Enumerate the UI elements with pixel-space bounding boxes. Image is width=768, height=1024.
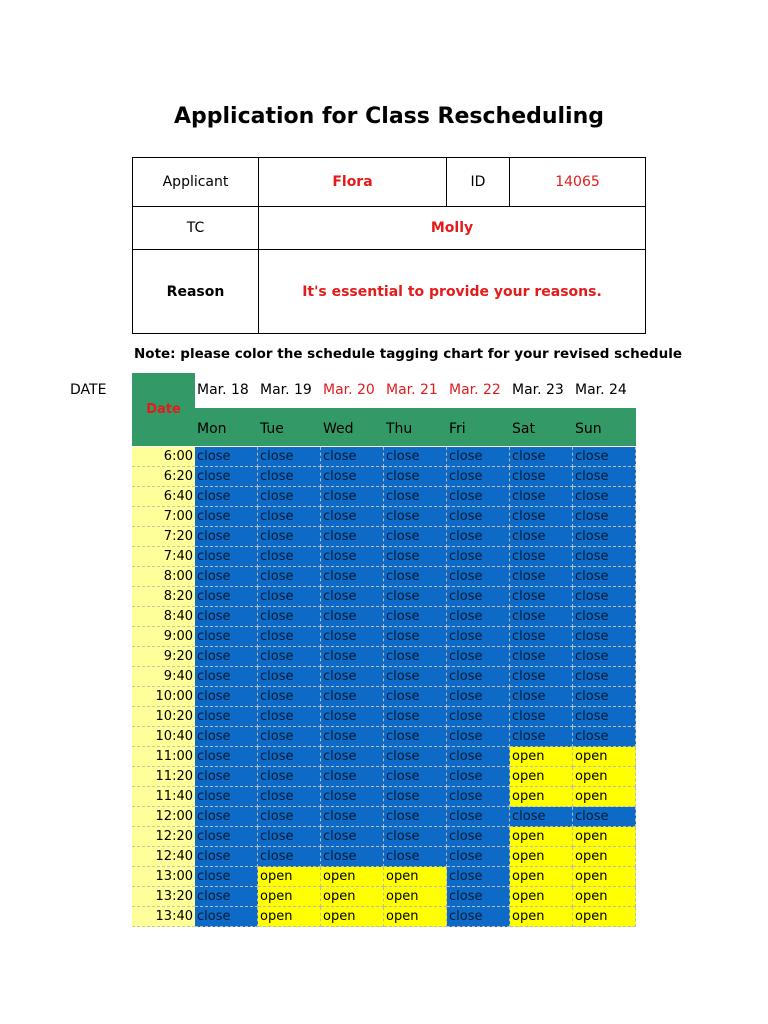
schedule-slot[interactable]: close bbox=[195, 567, 258, 587]
schedule-slot[interactable]: close bbox=[573, 807, 636, 827]
schedule-slot[interactable]: close bbox=[258, 627, 321, 647]
schedule-slot[interactable]: close bbox=[573, 647, 636, 667]
schedule-slot[interactable]: close bbox=[447, 687, 510, 707]
schedule-slot[interactable]: close bbox=[258, 767, 321, 787]
time-label: 11:00 bbox=[132, 747, 195, 767]
column-date: Mar. 23 bbox=[512, 382, 564, 398]
schedule-slot[interactable]: close bbox=[447, 547, 510, 567]
schedule-slot[interactable]: close bbox=[195, 627, 258, 647]
schedule-slot[interactable]: close bbox=[573, 507, 636, 527]
column-day: Fri bbox=[447, 408, 510, 446]
schedule-slot[interactable]: open bbox=[573, 767, 636, 787]
time-label: 9:20 bbox=[132, 647, 195, 667]
schedule-slot[interactable]: close bbox=[447, 767, 510, 787]
schedule-slot[interactable]: close bbox=[447, 667, 510, 687]
schedule-slot[interactable]: close bbox=[384, 727, 447, 747]
schedule-slot[interactable]: close bbox=[258, 647, 321, 667]
schedule-slot[interactable]: close bbox=[510, 647, 573, 667]
time-label: 10:20 bbox=[132, 707, 195, 727]
schedule-slot[interactable]: close bbox=[258, 707, 321, 727]
schedule-slot[interactable]: close bbox=[195, 707, 258, 727]
time-label: 8:00 bbox=[132, 567, 195, 587]
schedule-slot[interactable]: close bbox=[321, 607, 384, 627]
schedule-slot[interactable]: close bbox=[195, 527, 258, 547]
schedule-slot[interactable]: close bbox=[510, 487, 573, 507]
schedule-slot[interactable]: close bbox=[258, 567, 321, 587]
schedule-slot[interactable]: close bbox=[510, 507, 573, 527]
schedule-slot[interactable]: close bbox=[195, 867, 258, 887]
schedule-slot[interactable]: close bbox=[510, 727, 573, 747]
schedule-slot[interactable]: close bbox=[384, 667, 447, 687]
schedule-slot[interactable]: close bbox=[258, 727, 321, 747]
schedule-slot[interactable]: close bbox=[573, 567, 636, 587]
schedule-slot[interactable]: close bbox=[447, 787, 510, 807]
schedule-slot[interactable]: close bbox=[321, 547, 384, 567]
schedule-slot[interactable]: close bbox=[447, 627, 510, 647]
time-label: 6:40 bbox=[132, 487, 195, 507]
schedule-slot[interactable]: open bbox=[321, 867, 384, 887]
schedule-slot[interactable]: close bbox=[573, 487, 636, 507]
schedule-slot[interactable]: open bbox=[384, 907, 447, 927]
schedule-slot[interactable]: close bbox=[447, 747, 510, 767]
schedule-slot[interactable]: close bbox=[384, 787, 447, 807]
schedule-slot[interactable]: close bbox=[384, 487, 447, 507]
schedule-slot[interactable]: close bbox=[195, 667, 258, 687]
schedule-slot[interactable]: open bbox=[573, 867, 636, 887]
schedule-slot[interactable]: close bbox=[384, 747, 447, 767]
time-label: 13:40 bbox=[132, 907, 195, 927]
schedule-slot[interactable]: close bbox=[195, 907, 258, 927]
schedule-slot[interactable]: close bbox=[321, 827, 384, 847]
date-header-cell: Date bbox=[132, 373, 195, 446]
time-label: 11:20 bbox=[132, 767, 195, 787]
schedule-slot[interactable]: close bbox=[447, 907, 510, 927]
time-label: 11:40 bbox=[132, 787, 195, 807]
applicant-label: Applicant bbox=[133, 158, 259, 207]
instruction-note: Note: please color the schedule tagging chart for your revised schedule bbox=[134, 346, 682, 362]
schedule-slot[interactable]: open bbox=[510, 767, 573, 787]
schedule-slot[interactable]: close bbox=[384, 587, 447, 607]
schedule-slot[interactable]: close bbox=[447, 487, 510, 507]
schedule-slot[interactable]: close bbox=[195, 827, 258, 847]
schedule-slot[interactable]: close bbox=[384, 767, 447, 787]
schedule-slot[interactable]: open bbox=[321, 907, 384, 927]
schedule-slot[interactable]: close bbox=[510, 627, 573, 647]
page-title: Application for Class Rescheduling bbox=[173, 104, 605, 129]
column-day: Thu bbox=[384, 408, 447, 446]
schedule-slot[interactable]: close bbox=[384, 507, 447, 527]
schedule-slot[interactable]: close bbox=[447, 827, 510, 847]
schedule-slot[interactable]: close bbox=[573, 607, 636, 627]
schedule-slot[interactable]: close bbox=[384, 447, 447, 467]
column-date: Mar. 24 bbox=[575, 382, 627, 398]
schedule-slot[interactable]: close bbox=[384, 607, 447, 627]
schedule-slot[interactable]: open bbox=[510, 747, 573, 767]
column-date: Mar. 18 bbox=[197, 382, 249, 398]
schedule-slot[interactable]: close bbox=[384, 527, 447, 547]
time-label: 12:40 bbox=[132, 847, 195, 867]
column-date: Mar. 22 bbox=[449, 382, 501, 398]
schedule-slot[interactable]: close bbox=[195, 447, 258, 467]
tc-label: TC bbox=[133, 207, 259, 250]
schedule-slot[interactable]: close bbox=[447, 447, 510, 467]
schedule-slot[interactable]: close bbox=[195, 607, 258, 627]
schedule-slot[interactable]: close bbox=[258, 827, 321, 847]
applicant-form bbox=[132, 157, 646, 334]
column-date: Mar. 19 bbox=[260, 382, 312, 398]
schedule-slot[interactable]: close bbox=[195, 807, 258, 827]
schedule-slot[interactable]: close bbox=[258, 607, 321, 627]
schedule-slot[interactable]: close bbox=[573, 727, 636, 747]
schedule-slot[interactable]: close bbox=[447, 727, 510, 747]
applicant-value[interactable]: Flora bbox=[259, 158, 447, 207]
schedule-slot[interactable]: open bbox=[384, 867, 447, 887]
schedule-slot[interactable]: close bbox=[321, 627, 384, 647]
schedule-slot[interactable]: close bbox=[447, 807, 510, 827]
schedule-slot[interactable]: close bbox=[510, 687, 573, 707]
schedule-slot[interactable]: close bbox=[447, 867, 510, 887]
schedule-slot[interactable]: close bbox=[195, 767, 258, 787]
schedule-slot[interactable]: close bbox=[258, 547, 321, 567]
schedule-slot[interactable]: open bbox=[573, 747, 636, 767]
time-label: 10:00 bbox=[132, 687, 195, 707]
schedule-slot[interactable]: close bbox=[447, 527, 510, 547]
schedule-slot[interactable]: close bbox=[195, 507, 258, 527]
time-label: 9:40 bbox=[132, 667, 195, 687]
schedule-slot[interactable]: close bbox=[573, 467, 636, 487]
time-label: 6:00 bbox=[132, 447, 195, 467]
schedule-slot[interactable]: close bbox=[321, 787, 384, 807]
time-label: 12:00 bbox=[132, 807, 195, 827]
schedule-slot[interactable]: close bbox=[573, 627, 636, 647]
schedule-slot[interactable]: close bbox=[573, 587, 636, 607]
schedule-slot[interactable]: close bbox=[258, 847, 321, 867]
schedule-slot[interactable]: close bbox=[573, 707, 636, 727]
reason-value[interactable]: It's essential to provide your reasons. bbox=[259, 250, 646, 334]
schedule-slot[interactable]: close bbox=[321, 447, 384, 467]
schedule-slot[interactable]: close bbox=[321, 527, 384, 547]
schedule-slot[interactable]: close bbox=[447, 887, 510, 907]
schedule-slot[interactable]: close bbox=[195, 467, 258, 487]
schedule-slot[interactable]: close bbox=[573, 667, 636, 687]
schedule-slot[interactable]: close bbox=[321, 567, 384, 587]
schedule-slot[interactable]: close bbox=[510, 607, 573, 627]
schedule-slot[interactable]: close bbox=[510, 667, 573, 687]
schedule-slot[interactable]: close bbox=[195, 547, 258, 567]
schedule-slot[interactable]: close bbox=[510, 447, 573, 467]
schedule-slot[interactable]: open bbox=[510, 787, 573, 807]
schedule-slot[interactable]: close bbox=[195, 727, 258, 747]
schedule-slot[interactable]: close bbox=[321, 847, 384, 867]
column-day: Sat bbox=[510, 408, 573, 446]
schedule-slot[interactable]: close bbox=[384, 547, 447, 567]
schedule-slot[interactable]: close bbox=[195, 587, 258, 607]
schedule-slot[interactable]: close bbox=[510, 527, 573, 547]
column-date: Mar. 20 bbox=[323, 382, 375, 398]
schedule-slot[interactable]: close bbox=[573, 547, 636, 567]
time-label: 13:20 bbox=[132, 887, 195, 907]
schedule-slot[interactable]: close bbox=[384, 827, 447, 847]
schedule-slot[interactable]: close bbox=[321, 667, 384, 687]
id-label: ID bbox=[447, 158, 510, 207]
reason-label: Reason bbox=[133, 250, 259, 334]
schedule-slot[interactable]: close bbox=[258, 807, 321, 827]
schedule-slot[interactable]: close bbox=[258, 687, 321, 707]
schedule-slot[interactable]: close bbox=[321, 587, 384, 607]
time-label: 6:20 bbox=[132, 467, 195, 487]
schedule-slot[interactable]: close bbox=[258, 467, 321, 487]
schedule-slot[interactable]: close bbox=[258, 787, 321, 807]
schedule-slot[interactable]: close bbox=[195, 687, 258, 707]
schedule-slot[interactable]: close bbox=[195, 647, 258, 667]
schedule-slot[interactable]: close bbox=[321, 687, 384, 707]
schedule-slot[interactable]: close bbox=[447, 567, 510, 587]
schedule-slot[interactable]: close bbox=[447, 507, 510, 527]
schedule-slot[interactable]: close bbox=[258, 447, 321, 467]
schedule-slot[interactable]: open bbox=[573, 887, 636, 907]
schedule-slot[interactable]: close bbox=[321, 747, 384, 767]
time-label: 7:20 bbox=[132, 527, 195, 547]
schedule-slot[interactable]: close bbox=[510, 547, 573, 567]
schedule-slot[interactable]: close bbox=[321, 727, 384, 747]
schedule-slot[interactable]: open bbox=[258, 887, 321, 907]
time-label: 10:40 bbox=[132, 727, 195, 747]
schedule-slot[interactable]: open bbox=[573, 907, 636, 927]
date-side-label: DATE bbox=[70, 382, 107, 398]
schedule-slot[interactable]: open bbox=[573, 847, 636, 867]
schedule-slot[interactable]: close bbox=[258, 587, 321, 607]
schedule-slot[interactable]: open bbox=[510, 887, 573, 907]
schedule-slot[interactable]: close bbox=[573, 447, 636, 467]
time-label: 8:40 bbox=[132, 607, 195, 627]
id-value[interactable]: 14065 bbox=[510, 158, 646, 207]
schedule-slot[interactable]: close bbox=[447, 587, 510, 607]
schedule-slot[interactable]: open bbox=[321, 887, 384, 907]
schedule-slot[interactable]: open bbox=[510, 907, 573, 927]
time-label: 12:20 bbox=[132, 827, 195, 847]
schedule-slot[interactable]: open bbox=[573, 787, 636, 807]
schedule-slot[interactable]: close bbox=[321, 507, 384, 527]
column-day: Mon bbox=[195, 408, 258, 446]
schedule-slot[interactable]: close bbox=[384, 647, 447, 667]
schedule-slot[interactable]: close bbox=[447, 467, 510, 487]
schedule-slot[interactable]: close bbox=[510, 807, 573, 827]
schedule-slot[interactable]: close bbox=[321, 767, 384, 787]
schedule-slot[interactable]: close bbox=[258, 747, 321, 767]
schedule-slot[interactable]: close bbox=[195, 847, 258, 867]
schedule-slot[interactable]: close bbox=[384, 567, 447, 587]
schedule-slot[interactable]: open bbox=[573, 827, 636, 847]
time-label: 8:20 bbox=[132, 587, 195, 607]
schedule-slot[interactable]: close bbox=[321, 807, 384, 827]
schedule-slot[interactable]: close bbox=[510, 467, 573, 487]
schedule-slot[interactable]: close bbox=[384, 627, 447, 647]
schedule-slot[interactable]: close bbox=[321, 487, 384, 507]
schedule-slot[interactable]: close bbox=[321, 467, 384, 487]
schedule-slot[interactable]: open bbox=[384, 887, 447, 907]
schedule-slot[interactable]: close bbox=[258, 507, 321, 527]
schedule-slot[interactable]: close bbox=[384, 467, 447, 487]
schedule-slot[interactable]: close bbox=[573, 527, 636, 547]
schedule-slot[interactable]: close bbox=[447, 647, 510, 667]
schedule-slot[interactable]: close bbox=[258, 527, 321, 547]
schedule-slot[interactable]: open bbox=[258, 907, 321, 927]
schedule-slot[interactable]: close bbox=[510, 567, 573, 587]
tc-value[interactable]: Molly bbox=[259, 207, 646, 250]
schedule-slot[interactable]: close bbox=[258, 487, 321, 507]
column-date: Mar. 21 bbox=[386, 382, 438, 398]
schedule-slot[interactable]: close bbox=[321, 647, 384, 667]
schedule-slot[interactable]: close bbox=[447, 847, 510, 867]
schedule-slot[interactable]: close bbox=[384, 707, 447, 727]
schedule-slot[interactable]: close bbox=[195, 887, 258, 907]
schedule-slot[interactable]: close bbox=[447, 707, 510, 727]
schedule-slot[interactable]: close bbox=[321, 707, 384, 727]
schedule-slot[interactable]: open bbox=[510, 827, 573, 847]
schedule-slot[interactable]: close bbox=[384, 847, 447, 867]
schedule-slot[interactable]: close bbox=[195, 747, 258, 767]
schedule-slot[interactable]: close bbox=[195, 487, 258, 507]
column-day: Tue bbox=[258, 408, 321, 446]
column-day: Wed bbox=[321, 408, 384, 446]
schedule-slot[interactable]: close bbox=[510, 587, 573, 607]
schedule-slot[interactable]: close bbox=[195, 787, 258, 807]
column-day: Sun bbox=[573, 408, 636, 446]
time-label: 9:00 bbox=[132, 627, 195, 647]
schedule-slot[interactable]: close bbox=[573, 687, 636, 707]
schedule-slot[interactable]: close bbox=[384, 807, 447, 827]
schedule-slot[interactable]: open bbox=[510, 847, 573, 867]
schedule-slot[interactable]: close bbox=[447, 607, 510, 627]
time-label: 13:00 bbox=[132, 867, 195, 887]
schedule-slot[interactable]: open bbox=[258, 867, 321, 887]
schedule-slot[interactable]: open bbox=[510, 867, 573, 887]
schedule-slot[interactable]: close bbox=[384, 687, 447, 707]
schedule-slot[interactable]: close bbox=[258, 667, 321, 687]
time-label: 7:00 bbox=[132, 507, 195, 527]
schedule-slot[interactable]: close bbox=[510, 707, 573, 727]
time-label: 7:40 bbox=[132, 547, 195, 567]
